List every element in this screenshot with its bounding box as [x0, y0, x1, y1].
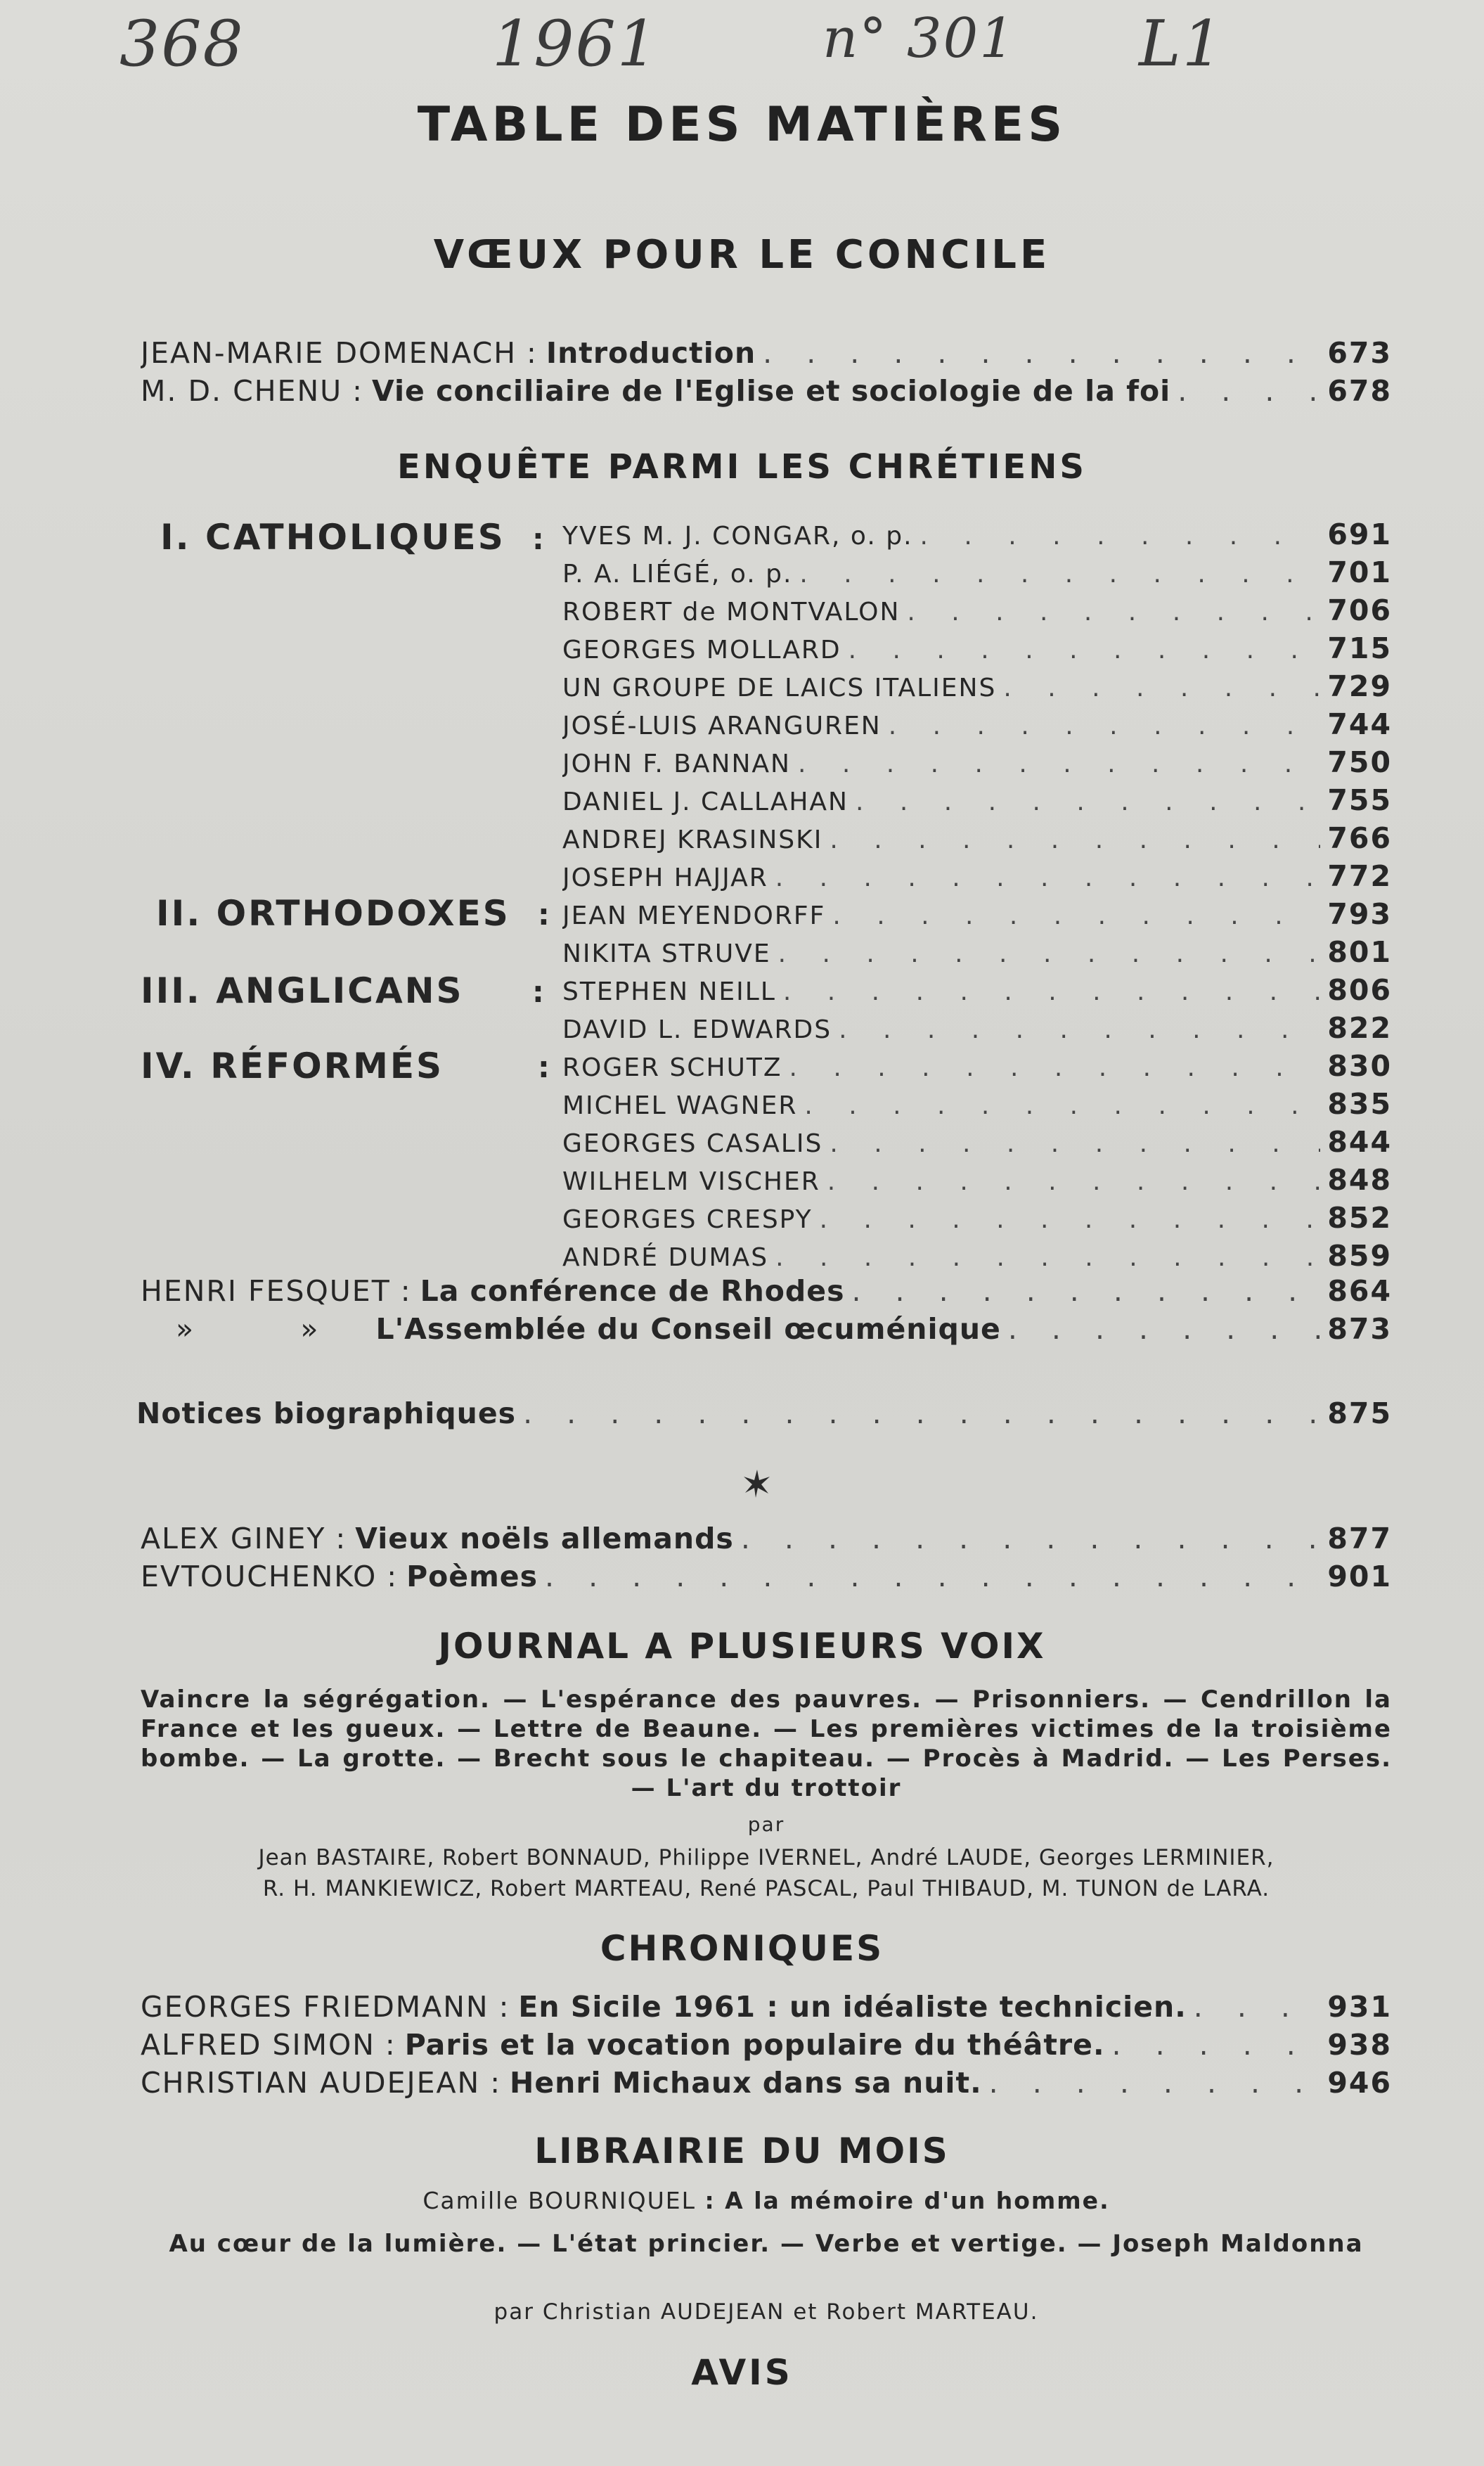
toc-author: ALFRED SIMON — [141, 2028, 375, 2062]
toc-author-ditto: » » — [176, 1312, 320, 1346]
toc-title: La conférence de Rhodes — [420, 1274, 845, 1308]
toc-title: En Sicile 1961 : un idéaliste technicien. — [518, 1990, 1187, 2024]
toc-author: YVES M. J. CONGAR, o. p. — [562, 522, 913, 551]
toc-row-notices — [136, 1396, 1392, 1436]
group-anglicans: III. ANGLICANS — [141, 970, 464, 1011]
toc-row — [141, 374, 1392, 413]
page-title: TABLE DES MATIÈRES — [417, 97, 1067, 153]
toc-author: DAVID L. EDWARDS — [562, 1015, 832, 1044]
toc-author: ANDREJ KRASINSKI — [562, 826, 823, 854]
toc-entry — [562, 897, 1392, 935]
toc-entry — [562, 973, 1392, 1011]
toc-entry — [562, 935, 1392, 973]
toc-row — [141, 1522, 1392, 1561]
toc-row — [141, 1560, 1392, 1599]
toc-separator: : — [352, 374, 362, 408]
toc-page: 801 — [1327, 935, 1392, 969]
toc-entry — [562, 745, 1392, 783]
dot-leader — [920, 522, 1321, 551]
toc-entry — [562, 1125, 1392, 1163]
dot-leader — [1008, 1312, 1321, 1346]
toc-entry — [562, 1049, 1392, 1087]
toc-page: 755 — [1327, 783, 1392, 817]
toc-title: Introduction — [546, 336, 756, 370]
dot-leader — [789, 1053, 1321, 1082]
dot-leader — [889, 712, 1321, 740]
toc-row — [141, 2066, 1392, 2105]
librairie-author: Camille BOURNIQUEL — [422, 2187, 696, 2214]
toc-page: 875 — [1327, 1396, 1392, 1430]
handwritten-code: L1 — [1139, 7, 1225, 81]
toc-author: GEORGES MOLLARD — [562, 636, 841, 664]
toc-page: 844 — [1327, 1125, 1392, 1159]
toc-author: ROBERT de MONTVALON — [562, 598, 901, 627]
dot-leader — [839, 1015, 1320, 1044]
toc-separator: : — [335, 1522, 346, 1555]
toc-page: 873 — [1327, 1312, 1392, 1346]
toc-page: 848 — [1327, 1163, 1392, 1197]
toc-page: 901 — [1327, 1560, 1392, 1593]
section-title-voeux: VŒUX POUR LE CONCILE — [433, 232, 1051, 278]
toc-author: CHRISTIAN AUDEJEAN — [141, 2066, 481, 2100]
toc-entry — [562, 1163, 1392, 1201]
toc-author: STEPHEN NEILL — [562, 977, 776, 1006]
toc-page: 744 — [1327, 707, 1392, 741]
toc-author: JEAN MEYENDORFF — [562, 901, 826, 930]
toc-entry — [562, 593, 1392, 631]
toc-author: P. A. LIÉGÉ, o. p. — [562, 560, 793, 589]
toc-entry — [562, 556, 1392, 593]
toc-entry — [562, 783, 1392, 821]
handwritten-number: 368 — [120, 7, 245, 81]
toc-separator: : — [385, 2028, 395, 2062]
toc-author: MICHEL WAGNER — [562, 1091, 798, 1120]
group-reformes: IV. RÉFORMÉS — [141, 1046, 444, 1086]
dot-leader — [798, 750, 1320, 778]
toc-page: 946 — [1327, 2066, 1392, 2100]
toc-page: 715 — [1327, 631, 1392, 665]
toc-title: L'Assemblée du Conseil œcuménique — [375, 1312, 1001, 1346]
group-colon: : — [538, 897, 550, 932]
dot-leader — [783, 977, 1321, 1006]
toc-separator: : — [498, 1990, 509, 2024]
section-title-chroniques: CHRONIQUES — [600, 1928, 884, 1969]
toc-author: ALEX GINEY — [141, 1522, 326, 1555]
toc-page: 673 — [1327, 336, 1392, 370]
dot-leader — [775, 863, 1321, 892]
toc-page: 706 — [1327, 593, 1392, 627]
dot-leader — [856, 788, 1320, 816]
dot-leader — [832, 901, 1320, 930]
section-title-enquete: ENQUÊTE PARMI LES CHRÉTIENS — [397, 447, 1087, 487]
toc-row — [141, 2028, 1392, 2067]
toc-author: JOSÉ-LUIS ARANGUREN — [562, 712, 882, 740]
dot-leader — [1003, 674, 1320, 702]
toc-separator: : — [490, 2066, 501, 2100]
toc-entry — [562, 518, 1392, 556]
toc-page: 938 — [1327, 2028, 1392, 2062]
toc-page: 822 — [1327, 1011, 1392, 1045]
toc-page: 793 — [1327, 897, 1392, 931]
toc-page: 678 — [1327, 374, 1392, 408]
journal-authors-1: Jean BASTAIRE, Robert BONNAUD, Philippe IVERNEL, André LAUDE, Georges LERMINIER, — [258, 1845, 1275, 1870]
toc-author: DANIEL J. CALLAHAN — [562, 788, 849, 816]
toc-title: Vieux noëls allemands — [355, 1522, 734, 1555]
toc-author: WILHELM VISCHER — [562, 1167, 820, 1196]
dot-leader — [775, 1243, 1320, 1272]
dot-leader — [799, 560, 1320, 589]
group-orthodoxes: II. ORTHODOXES — [156, 893, 510, 934]
toc-entry — [562, 631, 1392, 669]
librairie-line-2: Au cœur de la lumière. — L'état princier. — Verbe et vertige. — Joseph Maldonna — [169, 2230, 1364, 2258]
dot-leader — [830, 1129, 1320, 1158]
toc-author: GEORGES CRESPY — [562, 1205, 813, 1234]
toc-separator: : — [400, 1274, 411, 1308]
librairie-line-3: par Christian AUDEJEAN et Robert MARTEAU. — [493, 2299, 1039, 2325]
group-colon: : — [532, 975, 544, 1009]
toc-author: NIKITA STRUVE — [562, 939, 771, 968]
toc-page: 864 — [1327, 1274, 1392, 1308]
toc-page: 852 — [1327, 1201, 1392, 1235]
dot-leader — [1112, 2028, 1321, 2062]
toc-page: 750 — [1327, 745, 1392, 779]
toc-entry — [562, 669, 1392, 707]
toc-author: UN GROUPE DE LAICS ITALIENS — [562, 674, 997, 702]
dot-leader — [763, 336, 1320, 370]
toc-title: Notices biographiques — [136, 1396, 517, 1430]
toc-entry — [562, 1239, 1392, 1277]
group-catholiques: I. CATHOLIQUES — [160, 517, 505, 558]
dot-leader — [907, 598, 1320, 627]
toc-row — [176, 1312, 1392, 1351]
toc-author: JOSEPH HAJJAR — [562, 863, 768, 892]
toc-entry — [562, 1011, 1392, 1049]
dot-leader — [849, 636, 1321, 664]
group-colon: : — [532, 522, 544, 556]
toc-separator: : — [387, 1560, 397, 1593]
group-colon: : — [538, 1050, 550, 1084]
librairie-work: : A la mémoire d'un homme. — [704, 2187, 1110, 2214]
toc-author: ROGER SCHUTZ — [562, 1053, 782, 1082]
toc-separator: : — [527, 336, 536, 370]
toc-author: GEORGES FRIEDMANN — [141, 1990, 489, 2024]
dot-leader — [1177, 374, 1320, 408]
toc-page: 766 — [1327, 821, 1392, 855]
dot-leader — [827, 1167, 1321, 1196]
librairie-line-1 — [141, 2187, 1392, 2214]
toc-author: M. D. CHENU — [141, 374, 343, 408]
toc-author: HENRI FESQUET — [141, 1274, 391, 1308]
toc-entry — [562, 859, 1392, 897]
section-title-avis: AVIS — [691, 2352, 793, 2393]
dot-leader — [804, 1091, 1320, 1120]
toc-page: 830 — [1327, 1049, 1392, 1083]
toc-page: 931 — [1327, 1990, 1392, 2024]
handwritten-issue: n° 301 — [822, 7, 1016, 70]
dot-leader — [830, 826, 1320, 854]
journal-summary: Vaincre la ségrégation. — L'espérance des pauvres. — Prisonniers. — Cendrillon la France et les gueux. — Lettre de Beaune. — Les premières victimes de la troisième bombe. — La grotte. — Brecht sous le chapiteau. — Procès à Madrid. — Les Perses. — L'art du trottoir — [141, 1685, 1392, 1802]
section-title-librairie: LIBRAIRIE DU MOIS — [534, 2131, 950, 2171]
toc-page: 877 — [1327, 1522, 1392, 1555]
dot-leader — [1194, 1990, 1321, 2024]
toc-author: JEAN-MARIE DOMENACH — [141, 336, 517, 370]
dot-leader — [778, 939, 1321, 968]
toc-page: 772 — [1327, 859, 1392, 893]
toc-author: JOHN F. BANNAN — [562, 750, 791, 778]
toc-author: ANDRÉ DUMAS — [562, 1243, 769, 1272]
toc-title: Henri Michaux dans sa nuit. — [510, 2066, 982, 2100]
toc-entry — [562, 1201, 1392, 1239]
dot-leader — [851, 1274, 1320, 1308]
toc-title: Poèmes — [406, 1560, 538, 1593]
dot-leader — [545, 1560, 1320, 1593]
toc-author: GEORGES CASALIS — [562, 1129, 823, 1158]
journal-authors-2: R. H. MANKIEWICZ, Robert MARTEAU, René PASCAL, Paul THIBAUD, M. TUNON de LARA. — [262, 1876, 1270, 1901]
section-title-journal: JOURNAL A PLUSIEURS VOIX — [438, 1626, 1046, 1667]
toc-author: EVTOUCHENKO — [141, 1560, 378, 1593]
toc-page: 859 — [1327, 1239, 1392, 1273]
handwritten-year: 1961 — [492, 7, 659, 81]
toc-page: 691 — [1327, 518, 1392, 551]
toc-page: 806 — [1327, 973, 1392, 1007]
par-label: par — [747, 1813, 785, 1836]
toc-title: Vie conciliaire de l'Eglise et sociologie de la foi — [371, 374, 1171, 408]
dot-leader — [820, 1205, 1321, 1234]
toc-page: 729 — [1327, 669, 1392, 703]
dot-leader — [741, 1522, 1321, 1555]
toc-page: 701 — [1327, 556, 1392, 589]
toc-title: Paris et la vocation populaire du théâtre. — [404, 2028, 1105, 2062]
asterisk-separator-icon — [742, 1468, 773, 1499]
toc-entry — [562, 1087, 1392, 1125]
toc-row — [141, 1274, 1392, 1314]
toc-entry — [562, 821, 1392, 859]
toc-row — [141, 336, 1392, 375]
toc-row — [141, 1990, 1392, 2029]
toc-entry — [562, 707, 1392, 745]
dot-leader — [989, 2066, 1321, 2100]
dot-leader — [523, 1396, 1320, 1430]
toc-page: 835 — [1327, 1087, 1392, 1121]
